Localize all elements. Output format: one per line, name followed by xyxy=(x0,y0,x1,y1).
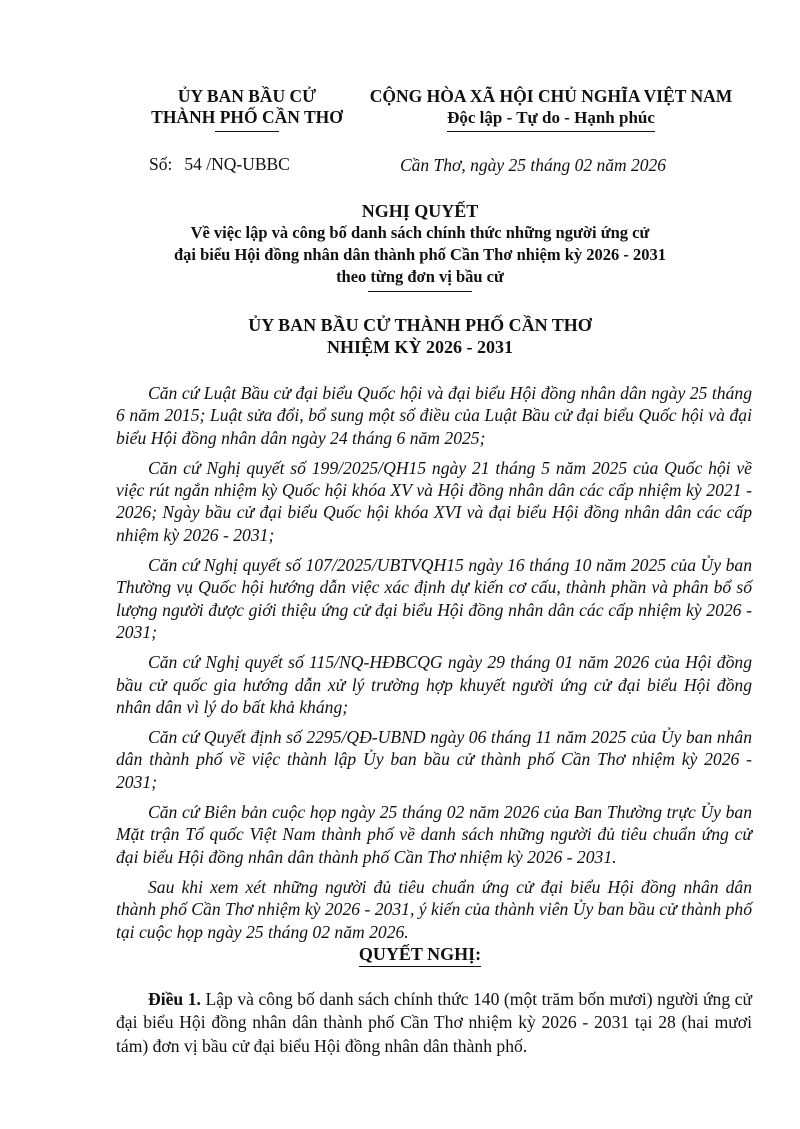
issuing-agency xyxy=(138,86,356,132)
title-line-2: đại biểu Hội đồng nhân dân thành phố Cần Thơ nhiệm kỳ 2026 - 2031 xyxy=(173,245,667,264)
basis-paragraph: Căn cứ Luật Bầu cử đại biểu Quốc hội và đại biểu Hội đồng nhân dân ngày 25 tháng 6 năm 2015; Luật sửa đổi, bổ sung một số điều của Luật Bầu cử đại biểu Quốc hội và đại biểu Hội đồng nhân dân ngày 24 tháng 6 năm 2025; xyxy=(116,383,752,448)
document-number-value: 54 /NQ-UBBC xyxy=(184,154,290,174)
motto-underline xyxy=(447,131,655,132)
nation-motto: Độc lập - Tự do - Hạnh phúc xyxy=(447,108,655,127)
document-number-prefix: Số: xyxy=(149,154,173,174)
document-number xyxy=(149,154,290,175)
committee-line-1: ỦY BAN BẦU CỬ THÀNH PHỐ CẦN THƠ xyxy=(248,315,592,335)
article-1 xyxy=(116,988,752,1058)
title-main: NGHỊ QUYẾT xyxy=(361,201,479,221)
legal-basis xyxy=(116,382,752,951)
agency-underline xyxy=(215,131,279,132)
title-line-3: theo từng đơn vị bầu cử xyxy=(336,267,504,286)
article-1-label: Điều 1. xyxy=(148,989,201,1009)
article-1-text: Lập và công bố danh sách chính thức 140 (một trăm bốn mươi) người ứng cử đại biểu Hội đồng nhân dân thành phố Cần Thơ nhiệm kỳ 2026 - 2031 tại 28 (hai mươi tám) đơn vị bầu cử đại biểu Hội đồng nhân dân thành phố. xyxy=(116,989,753,1056)
basis-paragraph: Căn cứ Nghị quyết số 115/NQ-HĐBCQG ngày 29 tháng 01 năm 2026 của Hội đồng bầu cử quốc gia hướng dẫn xử lý trường hợp khuyết người ứng cử đại biểu Hội đồng nhân dân vì lý do bất khả kháng; xyxy=(116,652,752,717)
nation-motto-wrap xyxy=(447,107,655,131)
basis-paragraph: Căn cứ Quyết định số 2295/QĐ-UBND ngày 06 tháng 11 năm 2025 của Ủy ban nhân dân thành phố về việc thành lập Ủy ban bầu cử thành phố Cần Thơ nhiệm kỳ 2026 - 2031; xyxy=(116,727,752,792)
basis-paragraph: Căn cứ Nghị quyết số 107/2025/UBTVQH15 ngày 16 tháng 10 năm 2025 của Ủy ban Thường vụ Quốc hội hướng dẫn việc xác định dự kiến cơ cấu, thành phần và phân bổ số lượng người được giới thiệu ứng cử đại biểu Hội đồng nhân dân các cấp nhiệm kỳ 2026 - 2031; xyxy=(116,555,752,642)
title-line-1: Về việc lập và công bố danh sách chính thức những người ứng cử xyxy=(190,223,650,242)
committee-line-2: NHIỆM KỲ 2026 - 2031 xyxy=(327,337,513,357)
decision-heading xyxy=(100,944,740,967)
national-header xyxy=(362,86,740,131)
basis-paragraph: Sau khi xem xét những người đủ tiêu chuẩn ứng cử đại biểu Hội đồng nhân dân thành phố Cần Thơ nhiệm kỳ 2026 - 2031, ý kiến của thành viên Ủy ban bầu cử thành phố tại cuộc họp ngày 25 tháng 02 năm 2026. xyxy=(116,876,752,942)
basis-paragraph: Căn cứ Biên bản cuộc họp ngày 25 tháng 02 năm 2026 của Ban Thường trực Ủy ban Mặt trận Tổ quốc Việt Nam thành phố về danh sách những người đủ tiêu chuẩn ứng cử đại biểu Hội đồng nhân dân thành phố Cần Thơ nhiệm kỳ 2026 - 2031. xyxy=(116,802,752,867)
document-date: Cần Thơ, ngày 25 tháng 02 năm 2026 xyxy=(400,155,667,175)
document-title xyxy=(100,200,740,292)
article-1-paragraph xyxy=(116,988,752,1058)
agency-line-1: ỦY BAN BẦU CỬ xyxy=(177,86,317,106)
basis-paragraph: Căn cứ Nghị quyết số 199/2025/QH15 ngày 21 tháng 5 năm 2025 của Quốc hội về việc rút ngắn nhiệm kỳ Quốc hội khóa XV và Hội đồng nhân dân các cấp nhiệm kỳ 2021 - 2026; Ngày bầu cử đại biểu Quốc hội khóa XVI và đại biểu Hội đồng nhân dân các cấp nhiệm kỳ 2026 - 2031; xyxy=(116,457,752,545)
committee-heading xyxy=(100,314,740,358)
title-underline xyxy=(368,291,472,292)
decision-heading-text: QUYẾT NGHỊ: xyxy=(359,944,481,967)
nation-name: CỘNG HÒA XÃ HỘI CHỦ NGHĨA VIỆT NAM xyxy=(369,86,733,106)
agency-line-2: THÀNH PHỐ CẦN THƠ xyxy=(151,107,343,127)
